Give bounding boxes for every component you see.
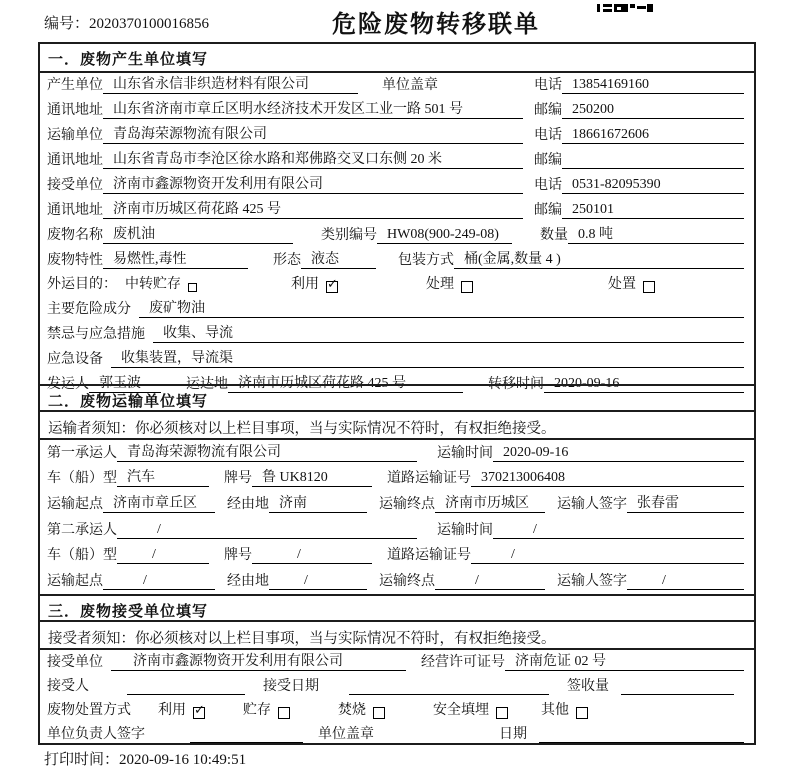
via1-label: 经由地: [227, 497, 269, 513]
disposal-storage: [243, 699, 290, 719]
phone3-label: 电话: [534, 178, 562, 193]
taboo-measures-value: 收集、导流: [153, 322, 744, 343]
shipper-label: 发运人: [47, 377, 89, 392]
transfer-purpose-row: [40, 273, 754, 297]
disposal-other: [541, 699, 588, 719]
addr3-label: 通讯地址: [47, 203, 103, 218]
purpose-utilize: [291, 273, 338, 293]
carrier1-row: [40, 440, 754, 466]
section-2-rows: [40, 440, 754, 594]
disposal-method-row: [40, 699, 754, 723]
destination-label: 运达地: [186, 377, 228, 392]
addr2-value: 山东省青岛市李沧区徐水路和郑佛路交叉口东侧 20 米: [103, 148, 523, 169]
origin1-value: 济南市章丘区: [103, 492, 215, 513]
producer-address-row: [40, 98, 754, 123]
phone1-label: 电话: [534, 78, 562, 93]
addr2-label: 通讯地址: [47, 153, 103, 168]
receiver-label: 接受单位: [47, 178, 103, 193]
origin1-label: 运输起点: [47, 497, 103, 513]
section-3-title: 三．废物接受单位填写: [40, 594, 754, 622]
purpose-dispose-checkbox: [643, 281, 655, 293]
vehicle2-row: [40, 543, 754, 569]
phone2-label: 电话: [534, 128, 562, 143]
accept-person-label: 接受人: [47, 679, 89, 694]
purpose-dispose-label: 处置: [608, 277, 636, 292]
quantity-value: 0.8 吨: [568, 223, 744, 244]
destination-value: 济南市历城区荷花路 425 号: [228, 372, 463, 393]
purpose-treat-checkbox: [461, 281, 473, 293]
packing-value: 桶(金属,数量 4 ): [454, 248, 744, 269]
transporter-row: [40, 123, 754, 148]
carrier2-label: 第二承运人: [47, 522, 117, 538]
terminus2-value: /: [435, 573, 545, 590]
addr3-value: 济南市历城区荷花路 425 号: [103, 198, 523, 219]
addr1-label: 通讯地址: [47, 103, 103, 118]
responsible-sign-row: [40, 723, 754, 747]
disposal-incinerate-checkbox: [373, 707, 385, 719]
disposal-storage-checkbox: [278, 707, 290, 719]
accept-date-label: 接受日期: [263, 679, 319, 694]
category-code-value: HW08(900-249-08): [377, 227, 512, 244]
terminus1-label: 运输终点: [379, 497, 435, 513]
transport-time1-label: 运输时间: [437, 445, 493, 461]
accept-unit-row: [40, 650, 754, 675]
section-3-rows: [40, 650, 754, 747]
transfer-time-label: 转移时间: [488, 377, 544, 392]
disposal-landfill-checkbox: [496, 707, 508, 719]
waste-character-row: [40, 248, 754, 273]
plate1-value: 鲁 UK8120: [252, 466, 372, 487]
disposal-landfill: [433, 699, 508, 719]
disposal-storage-label: 贮存: [243, 703, 271, 718]
receiver-notice: 接受者须知：你必须核对以上栏目事项，当与实际情况不符时，有权拒绝接受。: [40, 622, 754, 650]
phone3-value: 0531-82095390: [562, 177, 744, 194]
packing-label: 包装方式: [398, 253, 454, 268]
emergency-equipment-value: 收集装置，导流渠: [111, 347, 744, 368]
disposal-utilize: [158, 699, 205, 719]
transporter-notice: 运输者须知：你必须核对以上栏目事项，当与实际情况不符时，有权拒绝接受。: [40, 412, 754, 440]
emergency-equipment-label: 应急设备: [47, 352, 103, 367]
transporter-value: 青岛海荣源物流有限公司: [103, 123, 523, 144]
disposal-utilize-label: 利用: [158, 703, 186, 718]
license-label: 经营许可证号: [421, 655, 505, 670]
road-permit1-label: 道路运输证号: [387, 471, 471, 487]
vehicle1-row: [40, 466, 754, 492]
origin2-label: 运输起点: [47, 574, 103, 590]
transporter-address-row: [40, 148, 754, 173]
date-value: [539, 742, 744, 743]
zip3-label: 邮编: [534, 203, 562, 218]
accept-person-row: [40, 675, 754, 699]
manifest-table: [38, 42, 756, 745]
accept-unit-label: 接受单位: [47, 655, 103, 670]
disposal-incinerate-label: 焚烧: [338, 703, 366, 718]
purpose-treat-label: 处理: [426, 277, 454, 292]
section-1-title: 一．废物产生单位填写: [40, 44, 754, 73]
taboo-measures-label: 禁忌与应急措施: [47, 327, 145, 342]
shipper-value: 郭玉波: [89, 372, 161, 393]
transfer-purpose-label: 外运目的：: [47, 277, 117, 292]
serial-value: 2020370100016856: [89, 16, 210, 32]
road-permit1-value: 370213006408: [471, 470, 744, 487]
disposal-landfill-label: 安全填埋: [433, 703, 489, 718]
signed-quantity-label: 签收量: [567, 679, 609, 694]
transport-time2-value: /: [493, 522, 744, 539]
plate2-value: /: [252, 547, 372, 564]
license-value: 济南危证 02 号: [505, 650, 744, 671]
disposal-method-label: 废物处置方式: [47, 703, 131, 718]
receiver-row: [40, 173, 754, 198]
route1-row: [40, 491, 754, 517]
carrier1-label: 第一承运人: [47, 445, 117, 461]
waste-name-value: 废机油: [103, 223, 293, 244]
disposal-incinerate: [338, 699, 385, 719]
waste-name-row: [40, 223, 754, 248]
accept-person-value: [127, 694, 245, 695]
purpose-treat: [426, 273, 473, 293]
via2-label: 经由地: [227, 574, 269, 590]
zip2-value: [562, 168, 744, 169]
responsible-sign-label: 单位负责人签字: [47, 727, 145, 742]
road-permit2-label: 道路运输证号: [387, 548, 471, 564]
vehicle-type1-label: 车（船）型: [47, 471, 117, 487]
zip1-label: 邮编: [534, 103, 562, 118]
plate2-label: 牌号: [224, 548, 252, 564]
purpose-dispose: [608, 273, 655, 293]
purpose-transit-storage: [125, 273, 197, 293]
quantity-label: 数量: [540, 228, 568, 243]
carrier-sign1-label: 运输人签字: [557, 497, 627, 513]
disposal-utilize-checkbox: ✓: [194, 703, 205, 718]
phone2-value: 18661672606: [562, 127, 744, 144]
addr1-value: 山东省济南市章丘区明水经济技术开发区工业一路 501 号: [103, 98, 523, 119]
plate1-label: 牌号: [224, 471, 252, 487]
unit-seal2-label: 单位盖章: [318, 727, 374, 742]
carrier2-value: /: [117, 522, 417, 539]
accept-unit-value: 济南市鑫源物资开发利用有限公司: [111, 650, 406, 671]
via1-value: 济南: [269, 492, 367, 513]
purpose-utilize-label: 利用: [291, 277, 319, 292]
phone1-value: 13854169160: [562, 77, 744, 94]
receiver-address-row: [40, 198, 754, 223]
terminus2-label: 运输终点: [379, 574, 435, 590]
purpose-transit-storage-checkbox: [188, 283, 197, 292]
waste-character-label: 废物特性: [47, 253, 103, 268]
hazard-component-value: 废矿物油: [139, 297, 744, 318]
qr-code-fragment-icon: [597, 0, 653, 18]
disposal-other-checkbox: [576, 707, 588, 719]
route2-row: [40, 568, 754, 594]
emergency-equipment-row: [40, 347, 754, 372]
waste-character-value: 易燃性,毒性: [103, 248, 248, 269]
hazard-component-row: [40, 297, 754, 322]
disposal-other-label: 其他: [541, 703, 569, 718]
unit-seal-label: 单位盖章: [382, 78, 438, 93]
carrier2-row: [40, 517, 754, 543]
zip3-value: 250101: [562, 202, 744, 219]
responsible-sign-value: [190, 742, 303, 743]
road-permit2-value: /: [471, 547, 744, 564]
carrier-sign1-value: 张春雷: [627, 492, 744, 513]
date-label: 日期: [499, 727, 527, 742]
serial-number: [44, 12, 209, 33]
producer-label: 产生单位: [47, 78, 103, 93]
waste-name-label: 废物名称: [47, 228, 103, 243]
form-value: 液态: [301, 248, 376, 269]
purpose-utilize-checkbox: ✓: [327, 277, 338, 292]
vehicle-type2-value: /: [117, 547, 209, 564]
receiver-value: 济南市鑫源物资开发利用有限公司: [103, 173, 523, 194]
zip1-value: 250200: [562, 102, 744, 119]
terminus1-value: 济南市历城区: [435, 492, 545, 513]
carrier1-value: 青岛海荣源物流有限公司: [117, 441, 417, 462]
page-title: 危险废物转移联单: [332, 12, 540, 38]
category-code-label: 类别编号: [321, 228, 377, 243]
form-label: 形态: [273, 253, 301, 268]
producer-row: [40, 73, 754, 98]
carrier-sign2-value: /: [627, 573, 744, 590]
print-time: [44, 748, 246, 768]
transporter-label: 运输单位: [47, 128, 103, 143]
via2-value: /: [269, 573, 367, 590]
transport-time2-label: 运输时间: [437, 522, 493, 538]
print-time-value: 2020-09-16 10:49:51: [119, 752, 247, 768]
origin2-value: /: [103, 573, 215, 590]
signed-quantity-value: [621, 694, 734, 695]
carrier-sign2-label: 运输人签字: [557, 574, 627, 590]
zip2-label: 邮编: [534, 153, 562, 168]
accept-date-value: [349, 694, 549, 695]
vehicle-type1-value: 汽车: [117, 466, 209, 487]
hazard-component-label: 主要危险成分: [47, 302, 131, 317]
serial-label: 编号：: [44, 16, 90, 32]
section-1-rows: [40, 73, 754, 392]
section-2-title: 二．废物运输单位填写: [40, 384, 754, 412]
purpose-transit-storage-label: 中转贮存: [125, 277, 181, 292]
taboo-measures-row: [40, 322, 754, 347]
print-time-label: 打印时间：: [44, 752, 120, 768]
vehicle-type2-label: 车（船）型: [47, 548, 117, 564]
transport-time1-value: 2020-09-16: [493, 445, 744, 462]
producer-value: 山东省永信非织造材料有限公司: [103, 73, 358, 94]
transfer-time-value: 2020-09-16: [544, 376, 744, 393]
